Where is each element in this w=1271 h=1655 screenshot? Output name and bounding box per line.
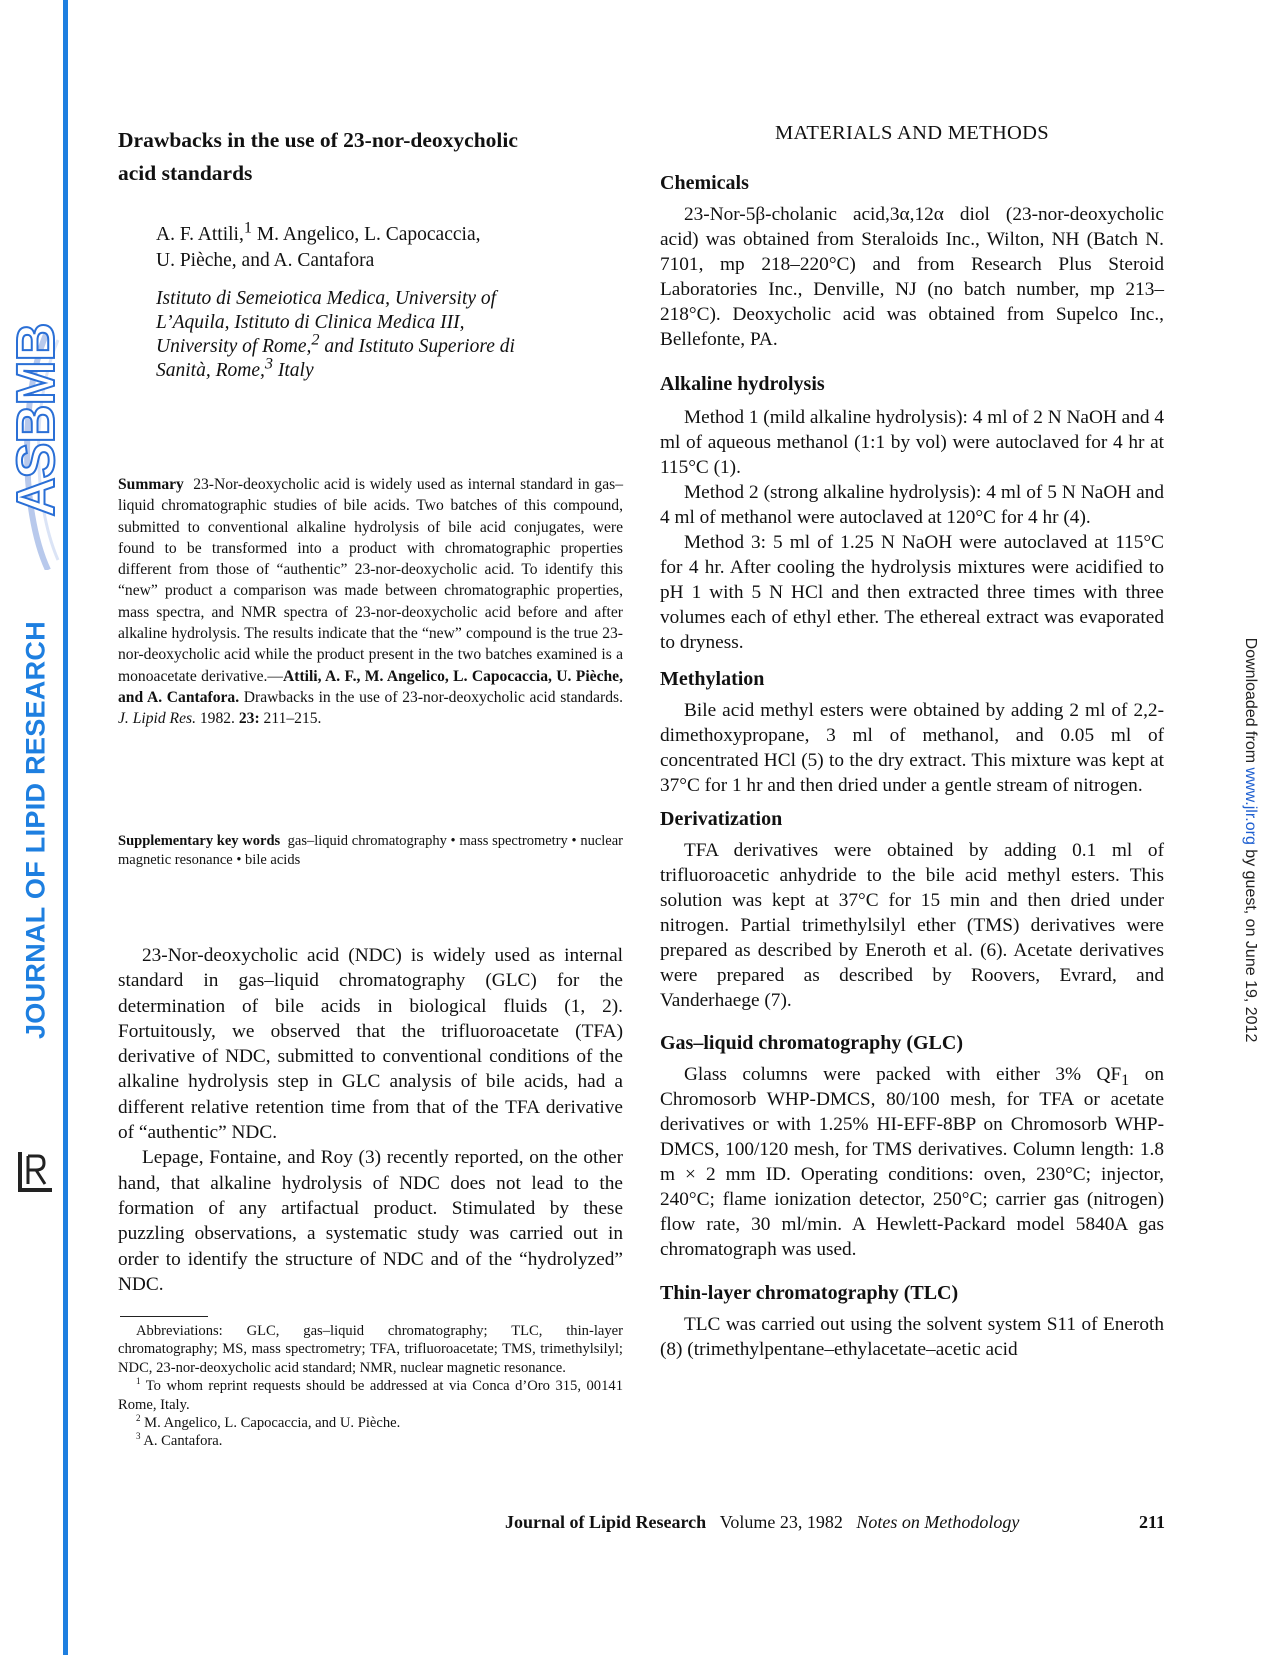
affil-line-3-b: and Istituto Superiore di: [319, 336, 515, 357]
glc-paragraph-b: on Chromosorb WHP-DMCS, 80/100 mesh, for TFA or acetate derivatives or with 1.25% HI-EFF-8BP on Chromosorb WHP-DMCS, 100/120 mesh, for TMS derivatives. Column length: 1.8 m × 2 mm ID. Operating conditions: oven, 230°C; injector, 240°C; flame ionization detector, 250°C; carrier gas (nitrogen) flow rate, 30 ml/min. A Hewlett-Packard model 5840A gas chromatograph was used.: [660, 1063, 1164, 1261]
summary-text: 23-Nor-deoxycholic acid is widely used as internal standard in gas–liquid chromatographic studies of bile acids. Two batches of this compound, submitted to conventional alkaline hydrolysis of bile acid conjugates, were found to be transformed into a product with chromatographic properties different from those of “authentic” 23-nor-deoxycholic acid. To identify this “new” product a comparison was made between chromatographic properties, mass spectra, and NMR spectra of 23-nor-deoxycholic acid before and after alkaline hydrolysis. The results indicate that the “new” compound is the true 23-nor-deoxycholic acid while the product present in the two batches examined is a monoacetate derivative.—: [118, 476, 623, 685]
summary-citation-year: 1982.: [195, 710, 239, 728]
section-methylation: [660, 664, 1164, 798]
summary-citation-authors: Attili, A. F., M. Angelico, L. Capocaccia, U. Pièche, and A. Cantafora.: [118, 667, 623, 706]
author-attili: A. F. Attili,: [156, 224, 244, 245]
alkaline-heading: Alkaline hydrolysis: [660, 372, 825, 395]
summary-abstract: [118, 474, 623, 730]
footnote-abbreviations: Abbreviations: GLC, gas–liquid chromatography; TLC, thin-layer chromatography; MS, mass spectrometry; TFA, trifluoroacetate; TMS, trimethylsilyl; NDC, 23-nor-deoxycholic acid standard; NMR, nuclear magnetic resonance.: [118, 1323, 623, 1376]
affil-line-3: [156, 330, 616, 359]
journal-name-vertical: JOURNAL OF LIPID RESEARCH: [20, 620, 51, 1040]
asbmb-logo-text: ASBMB: [6, 323, 66, 517]
key-words-text: gas–liquid chromatography • mass spectrometry • nuclear magnetic resonance • bile acids: [118, 833, 624, 868]
download-note-suffix: by guest, on June 19, 2012: [1242, 844, 1259, 1043]
affil-line-4-a: Sanità, Rome,: [156, 360, 265, 381]
glc-paragraph-a: Glass columns were packed with either 3% QF: [684, 1063, 1122, 1085]
summary-citation-title: Drawbacks in the use of 23-nor-deoxycholic acid standards.: [239, 688, 623, 706]
intro-paragraph-1: 23-Nor-deoxycholic acid (NDC) is widely used as internal standard in gas–liquid chromatography (GLC) for the determination of bile acids in biological fluids (1, 2). Fortuitously, we observed that the trifluoroacetate (TFA) derivative of NDC, submitted to conventional conditions of the alkaline hydrolysis step in GLC analysis of bile acids, had a different relative retention time from that of the TFA derivative of “authentic” NDC.: [118, 945, 623, 1144]
authors-line-1: [156, 218, 616, 248]
introduction: [118, 943, 623, 1297]
footnote-1-text: To whom reprint requests should be addressed at via Conca d’Oro 315, 00141 Rome, Italy.: [118, 1378, 623, 1413]
footnote-3: [118, 1432, 623, 1450]
glc-heading: Gas–liquid chromatography (GLC): [660, 1031, 963, 1054]
section-chemicals: [660, 168, 1164, 353]
footnotes: [118, 1322, 623, 1451]
glc-subscript: 1: [1121, 1071, 1130, 1089]
glc-paragraph: [660, 1062, 1164, 1263]
section-tlc: [660, 1278, 1164, 1362]
methylation-paragraph: Bile acid methyl esters were obtained by adding 2 ml of 2,2-dimethoxypropane, 3 ml of methanol, and 0.05 ml of concentrated HCl (5) to the dry extract. This mixture was kept at 37°C for 1 hr and then dried under a gentle stream of nitrogen.: [660, 699, 1164, 796]
footnote-2-text: M. Angelico, L. Capocaccia, and U. Pièche.: [140, 1415, 401, 1432]
summary-citation-journal: J. Lipid Res.: [118, 710, 196, 728]
derivatization-heading: Derivatization: [660, 807, 783, 830]
footer-section: Notes on Methodology: [856, 1512, 1020, 1532]
authors-line-2: U. Pièche, and A. Cantafora: [156, 250, 375, 271]
summary-citation-pages: 211–215.: [259, 710, 322, 728]
footer-volume: Volume 23, 1982: [719, 1512, 843, 1532]
alkaline-method-1: Method 1 (mild alkaline hydrolysis): 4 ml of 2 N NaOH and 4 ml of aqueous methanol (1:1 by vol) were autoclaved for 4 hr at 115°C (1).: [660, 406, 1164, 478]
derivatization-paragraph: TFA derivatives were obtained by adding 0.1 ml of trifluoroacetic anhydride to the bile acid methyl esters. This solution was kept at 37°C for 15 min and then dried under nitrogen. Partial trimethylsilyl ether (TMS) derivatives were prepared as described by Eneroth et al. (6). Acetate derivatives were prepared as described by Roovers, Evrard, and Vanderhaege (7).: [660, 839, 1164, 1012]
footnote-1-mark: 1: [136, 1376, 141, 1387]
title-line-1: Drawbacks in the use of 23-nor-deoxycholic: [118, 128, 518, 152]
affil-line-4: [156, 354, 616, 383]
footnote-3-mark: 3: [136, 1431, 141, 1442]
footnote-2: [118, 1414, 623, 1432]
tlc-paragraph: TLC was carried out using the solvent system S11 of Eneroth (8) (trimethylpentane–ethylacetate–acetic acid: [660, 1314, 1164, 1361]
section-glc: [660, 1028, 1164, 1263]
page-number: 211: [1138, 1512, 1165, 1532]
authors: [156, 218, 616, 274]
affil-line-4-b: Italy: [272, 360, 314, 381]
affiliations: [156, 287, 616, 383]
methylation-heading: Methylation: [660, 667, 765, 690]
materials-methods-heading: MATERIALS AND METHODS: [775, 122, 1049, 144]
alkaline-method-3: Method 3: 5 ml of 1.25 N NaOH were autoclaved at 115°C for 4 hr. After cooling the hydrolysis mixtures were acidified to pH 1 with 5 N HCl and then extracted three times with three volumes each of ethyl ether. The ethereal extract was evaporated to dryness.: [660, 532, 1164, 654]
footer-journal: Journal of Lipid Research: [505, 1512, 707, 1532]
download-note-prefix: Downloaded from: [1242, 637, 1259, 768]
methods-body: [660, 168, 1164, 1362]
intro-paragraph-2: Lepage, Fontaine, and Roy (3) recently reported, on the other hand, that alkaline hydrolysis of NDC does not lead to the formation of any artifactual product. Stimulated by these puzzling observations, a systematic study was carried out in order to identify the structure of NDC and of the “hydrolyzed” NDC.: [118, 1147, 623, 1295]
affil-line-3-mark: 2: [311, 330, 320, 349]
footnote-2-mark: 2: [136, 1413, 141, 1424]
title-line-2: acid standards: [118, 161, 253, 185]
author-footnote-mark: 1: [243, 218, 252, 237]
key-words-label: Supplementary key words: [118, 833, 281, 849]
summary-label: Summary: [118, 476, 184, 493]
section-derivatization: [660, 804, 1164, 1014]
page-footer: [505, 1512, 1165, 1533]
chemicals-heading: Chemicals: [660, 172, 749, 194]
summary-citation-volume: 23:: [238, 710, 260, 728]
section-alkaline-hydrolysis: [660, 369, 1164, 656]
footnote-divider: [120, 1316, 208, 1317]
download-note-link[interactable]: www.jlr.org: [1242, 767, 1259, 845]
footnote-1: [118, 1377, 623, 1414]
footnote-3-text: A. Cantafora.: [140, 1433, 223, 1450]
blue-margin-rule: [63, 0, 68, 1655]
key-words: [118, 832, 623, 870]
affil-line-1: Istituto di Semeiotica Medica, University of: [156, 288, 497, 309]
download-note: [1241, 638, 1259, 1043]
chemicals-paragraph: 23-Nor-5β-cholanic acid,3α,12α diol (23-nor-deoxycholic acid) was obtained from Steraloids Inc., Wilton, NH (Batch N. 7101, mp 218–220°C) and from Research Plus Steroid Laboratories Inc., Denville, NJ (no batch number, mp 213–218°C). Deoxycholic acid was obtained from Supelco Inc., Bellefonte, PA.: [660, 204, 1164, 351]
authors-line-1-rest: M. Angelico, L. Capocaccia,: [251, 224, 481, 245]
alkaline-method-2: Method 2 (strong alkaline hydrolysis): 4 ml of 5 N NaOH and 4 ml of methanol were autoclaved at 120°C for 4 hr (4).: [660, 481, 1164, 528]
affil-line-3-a: University of Rome,: [156, 336, 312, 357]
tlc-heading: Thin-layer chromatography (TLC): [660, 1282, 959, 1305]
jlr-logo-icon: [14, 1150, 56, 1194]
affil-line-4-mark: 3: [264, 354, 273, 373]
article-title: [118, 124, 618, 190]
affil-line-2: L’Aquila, Istituto di Clinica Medica III,: [156, 312, 465, 333]
